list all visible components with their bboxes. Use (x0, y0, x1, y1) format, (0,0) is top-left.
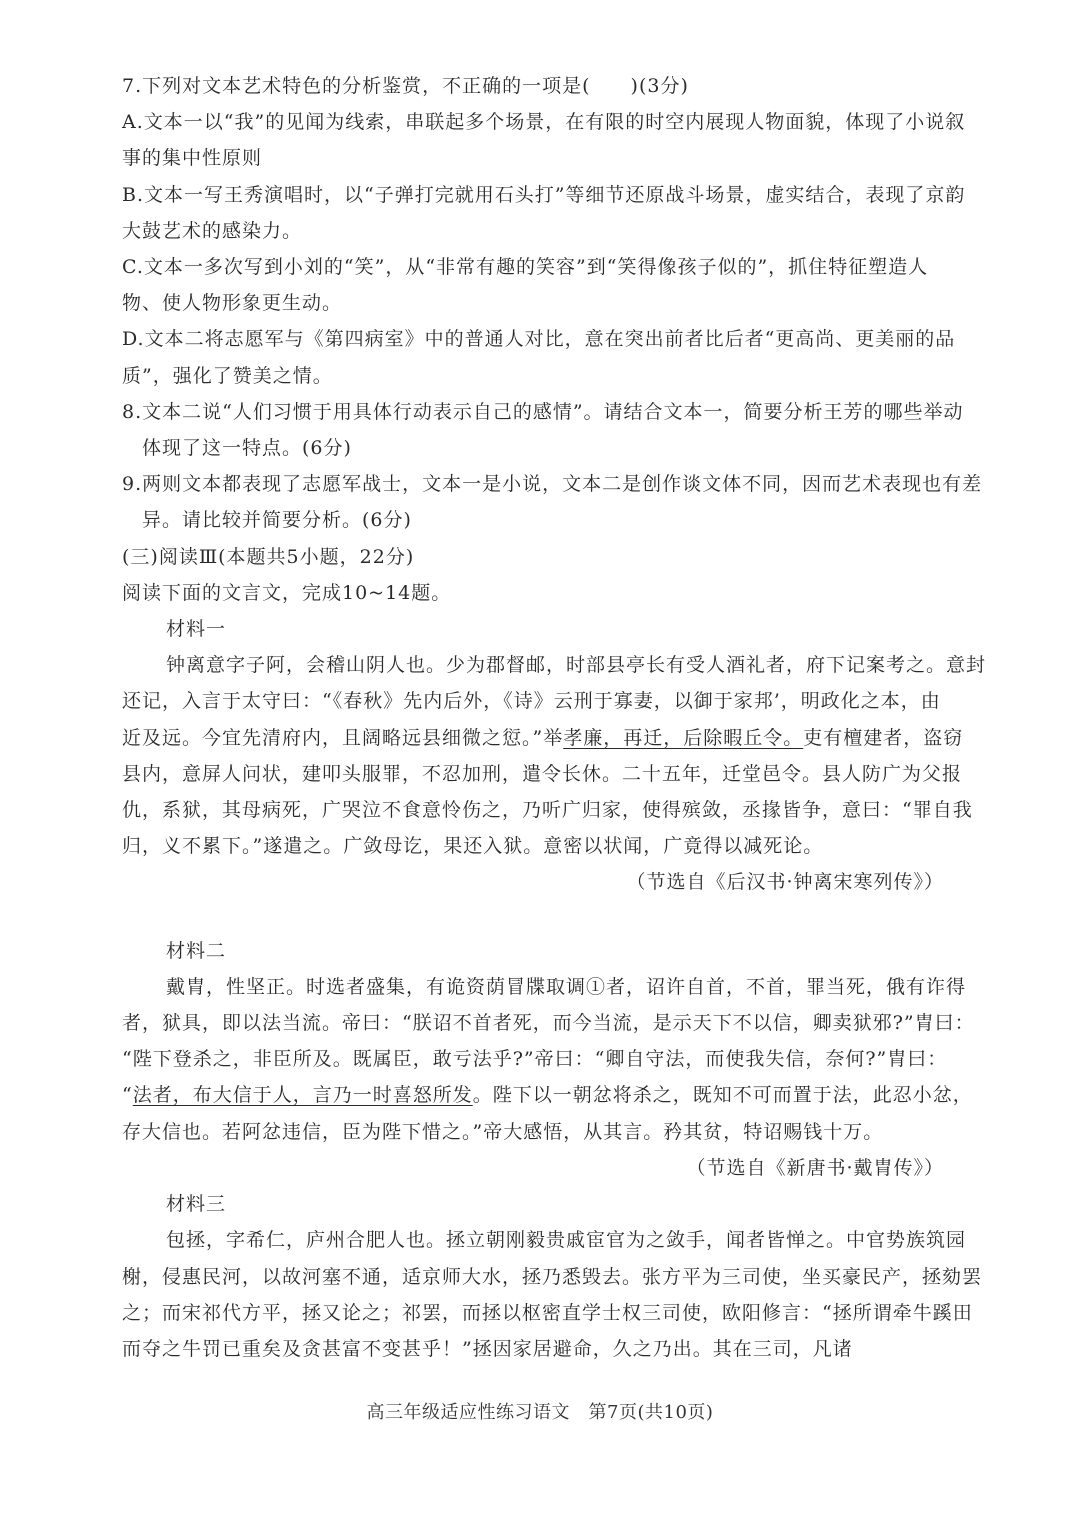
q7-stem: 7.下列对文本艺术特色的分析鉴赏，不正确的一项是( )(3分) (122, 75, 689, 97)
material1-line: 县内，意屏人问状，建叩头服罪，不忍加刑，遣令长休。二十五年，迁堂邑令。县人防广为父报 (122, 762, 963, 785)
q7-option-c-line2: 物、使人物形象更生动。 (122, 292, 343, 315)
material1-line: 钟离意字子阿，会稽山阴人也。少为郡督邮，时部县亭长有受人酒礼者，府下记案考之。意封 (166, 654, 987, 677)
material2-line: “陛下登杀之，非臣所及。既属臣，敢亏法乎?”帝曰：“卿自守法，而使我失信，奈何?”胄曰： (122, 1048, 948, 1071)
q7-option-b-line1: B.文本一写王秀演唱时，以“子弹打完就用石头打”等细节还原战斗场景，虚实结合，表现了京韵 (122, 183, 966, 206)
material2-line (122, 1077, 973, 1113)
material1-line: 仇，系狱，其母病死，广哭泣不食意怜伤之，乃听广归家，使得殡敛，丞掾皆争，意曰：“罪自我 (122, 799, 973, 822)
material3-line: 而夺之牛罚已重矣及贪甚富不变甚乎！”拯因家居避命，久之乃出。其在三司，凡诸 (122, 1337, 853, 1360)
underlined-sentence: 法者，布大信于人，言乃一时喜怒所发 (132, 1084, 473, 1107)
material1-line: 还记，入言于太守曰：“《春秋》先内后外，《诗》云刑于寡妻，以御于家邦’，明政化之本，由 (122, 690, 941, 713)
material1-line (122, 720, 964, 756)
material3-label: 材料三 (166, 1193, 227, 1216)
page-content (122, 68, 987, 1367)
material2-text: “ (122, 1084, 133, 1107)
q7-option-a-line2: 事的集中性原则 (122, 147, 263, 170)
material1-line: 归，义不累下。”遂遣之。广敛母讫，果还入狱。意密以状闻，广竟得以减死论。 (122, 835, 824, 858)
material2-line: 存大信也。若阿忿违信，臣为陛下惜之。”帝大感悟，从其言。矜其贫，特诏赐钱十万。 (122, 1120, 884, 1143)
q7-option-a-line1: A.文本一以“我”的见闻为线索，串联起多个场景，在有限的时空内展现人物面貌，体现了小说叙 (122, 111, 966, 134)
q7-option-d-line1: D.文本二将志愿军与《第四病室》中的普通人对比，意在突出前者比后者“更高尚、更美丽的品 (122, 328, 956, 351)
spacer (122, 901, 958, 933)
material1-source: （节选自《后汉书·钟离宋寒列传》） (626, 871, 944, 894)
q7-option-b-line2: 大鼓艺术的感染力。 (122, 219, 303, 242)
material2-line: 戴胄，性坚正。时选者盛集，有诡资荫冒牒取调①者，诏许自首，不首，罪当死，俄有诈得 (166, 975, 967, 998)
material2-line: 者，狱具，即以法当流。帝曰：“朕诏不首者死，而今当流，是示天下不以信，卿卖狱邪?”胄曰： (122, 1012, 975, 1035)
q8-line2: 体现了这一特点。(6分) (142, 437, 352, 460)
q9-line2: 异。请比较并简要分析。(6分) (142, 509, 412, 532)
material3-line: 榭，侵惠民河，以故河塞不通，适京师大水，拯乃悉毁去。张方平为三司使，坐买豪民产，拯劾罢 (122, 1265, 983, 1288)
page-footer: 高三年级适应性练习语文 第7页(共10页) (366, 1402, 714, 1423)
material1-label: 材料一 (166, 618, 227, 641)
material1-text: 近及远。今宜先清府内，且阔略远县细微之愆。”举 (122, 726, 564, 749)
q7-option-c-line1: C.文本一多次写到小刘的“笑”，从“非常有趣的笑容”到“笑得像孩子似的”，抓住特征塑造人 (122, 256, 929, 279)
material1-text: 吏有檀建者，盗窃 (803, 726, 964, 749)
q9-line1: 9.两则文本都表现了志愿军战士，文本一是小说，文本二是创作谈文体不同，因而艺术表现也有差 (122, 473, 983, 496)
underlined-sentence: 孝廉，再迁，后除暇丘令。 (563, 726, 804, 749)
material3-line: 之；而宋祁代方平，拯又论之；祁罢，而拯以枢密直学士权三司使，欧阳修言：“拯所谓牵牛蹊田 (122, 1301, 973, 1324)
section3-instruction: 阅读下面的文言文，完成10~14题。 (122, 581, 452, 604)
material2-label: 材料二 (166, 939, 227, 962)
material2-source: （节选自《新唐书·戴胄传》） (686, 1156, 944, 1179)
q7-option-d-line2: 质”，强化了赞美之情。 (122, 364, 333, 387)
q8-line1: 8.文本二说“人们习惯于用具体行动表示自己的感情”。请结合文本一，简要分析王芳的哪些举动 (122, 400, 964, 423)
material2-text: 。陛下以一朝忿将杀之，既知不可而置于法，此忍小忿， (472, 1084, 973, 1107)
material3-line: 包拯，字希仁，庐州合肥人也。拯立朝刚毅贵戚宦官为之敛手，闻者皆惮之。中官势族筑园 (166, 1229, 967, 1252)
section3-heading: (三)阅读Ⅲ(本题共5小题，22分) (122, 545, 415, 568)
